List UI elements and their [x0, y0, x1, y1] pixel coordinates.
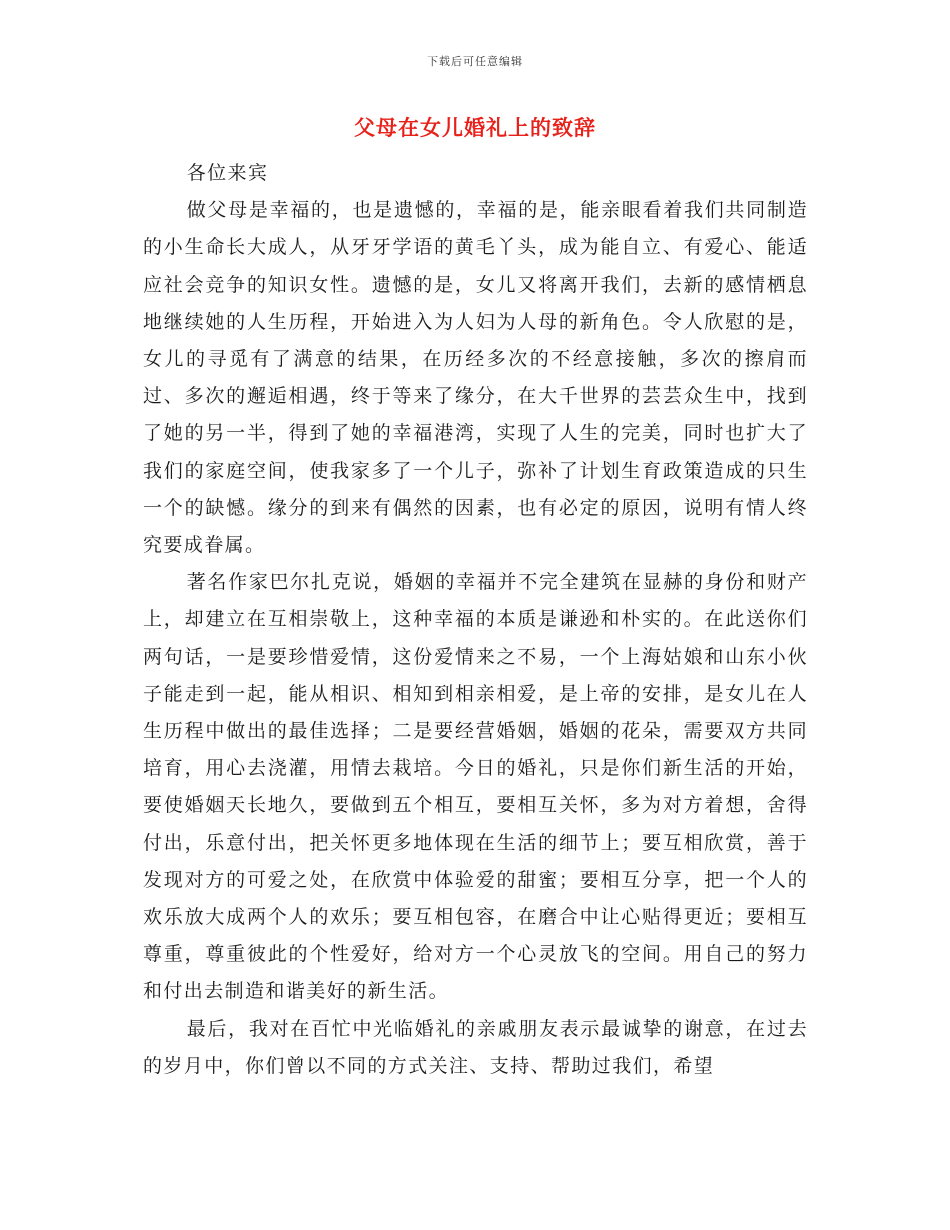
document-body	[143, 155, 808, 1085]
page-header-note: 下载后可任意编辑	[427, 55, 523, 68]
body-paragraph-3: 最后，我对在百忙中光临婚礼的亲戚朋友表示最诚挚的谢意，在过去的岁月中，你们曾以不同的方式关注、支持、帮助过我们，希望	[143, 1017, 808, 1077]
document-title: 父母在女儿婚礼上的致辞	[354, 115, 596, 140]
salutation-paragraph: 各位来宾	[186, 162, 269, 184]
body-paragraph-2: 著名作家巴尔扎克说，婚姻的幸福并不完全建筑在显赫的身份和财产上，却建立在互相崇敬上，这种幸福的本质是谦逊和朴实的。在此送你们两句话，一是要珍惜爱情，这份爱情来之不易，一个上海姑娘和山东小伙子能走到一起，能从相识、相知到相亲相爱，是上帝的安排，是女儿在人生历程中做出的最佳选择；二是要经营婚姻，婚姻的花朵，需要双方共同培育，用心去浇灌，用情去栽培。今日的婚礼，只是你们新生活的开始，要使婚姻天长地久，要做到五个相互，要相互关怀，多为对方着想，舍得付出，乐意付出，把关怀更多地体现在生活的细节上；要互相欣赏，善于发现对方的可爱之处，在欣赏中体验爱的甜蜜；要相互分享，把一个人的欢乐放大成两个人的欢乐；要互相包容，在磨合中让心贴得更近；要相互尊重，尊重彼此的个性爱好，给对方一个心灵放飞的空间。用自己的努力和付出去制造和谐美好的新生活。	[143, 571, 808, 1003]
body-paragraph-1: 做父母是幸福的，也是遗憾的，幸福的是，能亲眼看着我们共同制造的小生命长大成人，从牙牙学语的黄毛丫头，成为能自立、有爱心、能适应社会竞争的知识女性。遗憾的是，女儿又将离开我们，去新的感情栖息地继续她的人生历程，开始进入为人妇为人母的新角色。令人欣慰的是，女儿的寻觅有了满意的结果，在历经多次的不经意接触，多次的擦肩而过、多次的邂逅相遇，终于等来了缘分，在大千世界的芸芸众生中，找到了她的另一半，得到了她的幸福港湾，实现了人生的完美，同时也扩大了我们的家庭空间，使我家多了一个儿子，弥补了计划生育政策造成的只生一个的缺憾。缘分的到来有偶然的因素，也有必定的原因，说明有情人终究要成眷属。	[143, 199, 808, 557]
